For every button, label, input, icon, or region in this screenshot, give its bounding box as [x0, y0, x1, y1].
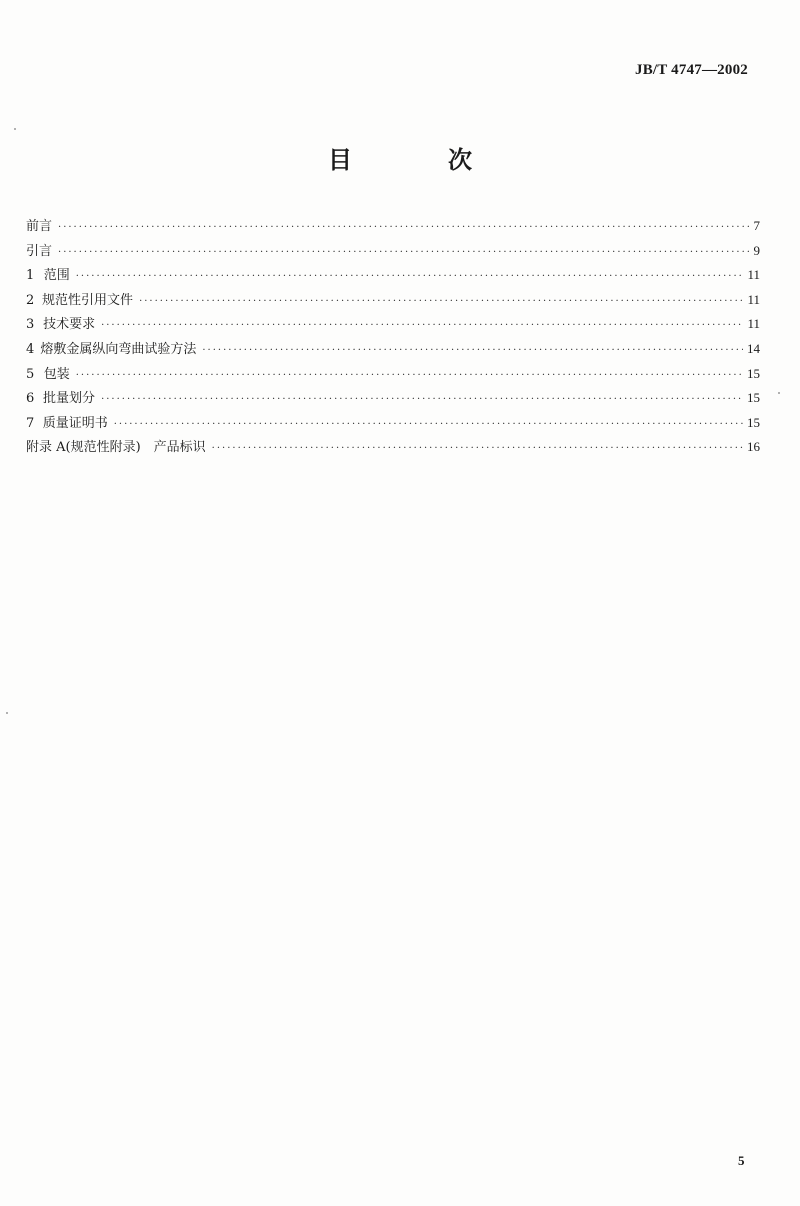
toc-entry-1: [26, 263, 760, 288]
toc-entry-label: 批量划分: [43, 391, 96, 407]
toc-entry-number: 7: [26, 415, 35, 431]
toc-entry-page: 15: [747, 390, 760, 406]
toc-entry-3: [26, 312, 760, 337]
toc-entry-label: 范围: [43, 268, 70, 284]
toc-entry-page: 11: [747, 267, 760, 283]
toc-entry-6: [26, 386, 760, 411]
toc-entry-number: 6: [26, 391, 35, 407]
toc-entry-page: 7: [753, 218, 760, 233]
toc-entry-introduction: [26, 239, 760, 264]
toc-entry-label: 包装: [43, 366, 70, 382]
table-of-contents: [26, 214, 760, 460]
toc-entry-number: 4: [26, 341, 35, 357]
toc-entry-number: 3: [26, 317, 35, 333]
page-title: 目 次: [328, 146, 508, 174]
scan-speck: [14, 128, 16, 130]
toc-leader-dots: [114, 413, 743, 438]
toc-entry-number: 1: [26, 268, 35, 284]
toc-entry-7: [26, 411, 760, 436]
scan-speck: [6, 712, 8, 714]
toc-entry-label: 技术要求: [43, 317, 96, 333]
toc-leader-dots: [212, 437, 743, 462]
toc-leader-dots: [139, 290, 743, 315]
toc-entry-label: 前言: [26, 219, 53, 234]
scan-speck: [778, 392, 780, 394]
toc-entry-page: 15: [747, 414, 760, 430]
toc-entry-page: 9: [753, 242, 760, 258]
toc-entry-label: 熔敷金属纵向弯曲试验方法: [40, 341, 197, 357]
toc-entry-page: 15: [747, 365, 760, 381]
page-number: 5: [738, 1153, 745, 1168]
toc-entry-2: [26, 288, 760, 313]
toc-entry-label: 规范性引用文件: [42, 292, 134, 308]
toc-entry-page: 14: [747, 340, 760, 356]
toc-leader-dots: [202, 339, 743, 364]
toc-leader-dots: [76, 265, 744, 290]
toc-entry-label: 附录 A(规范性附录) 产品标识: [26, 440, 206, 456]
toc-entry-number: 2: [26, 292, 35, 308]
toc-entry-page: 11: [747, 291, 760, 307]
toc-entry-preface: [26, 214, 760, 239]
toc-leader-dots: [58, 241, 749, 266]
toc-entry-number: 5: [26, 366, 35, 382]
toc-leader-dots: [58, 216, 749, 241]
toc-entry-label: 引言: [26, 243, 53, 259]
toc-leader-dots: [101, 388, 743, 413]
toc-entry-4: [26, 337, 760, 362]
toc-entry-page: 11: [747, 316, 760, 332]
standard-code: JB/T 4747—2002: [635, 62, 748, 78]
toc-entry-label: 质量证明书: [42, 415, 108, 431]
toc-entry-5: [26, 362, 760, 387]
toc-leader-dots: [101, 314, 743, 339]
toc-entry-page: 16: [747, 439, 760, 455]
toc-entry-appendix-a: [26, 435, 760, 460]
toc-leader-dots: [76, 364, 743, 389]
